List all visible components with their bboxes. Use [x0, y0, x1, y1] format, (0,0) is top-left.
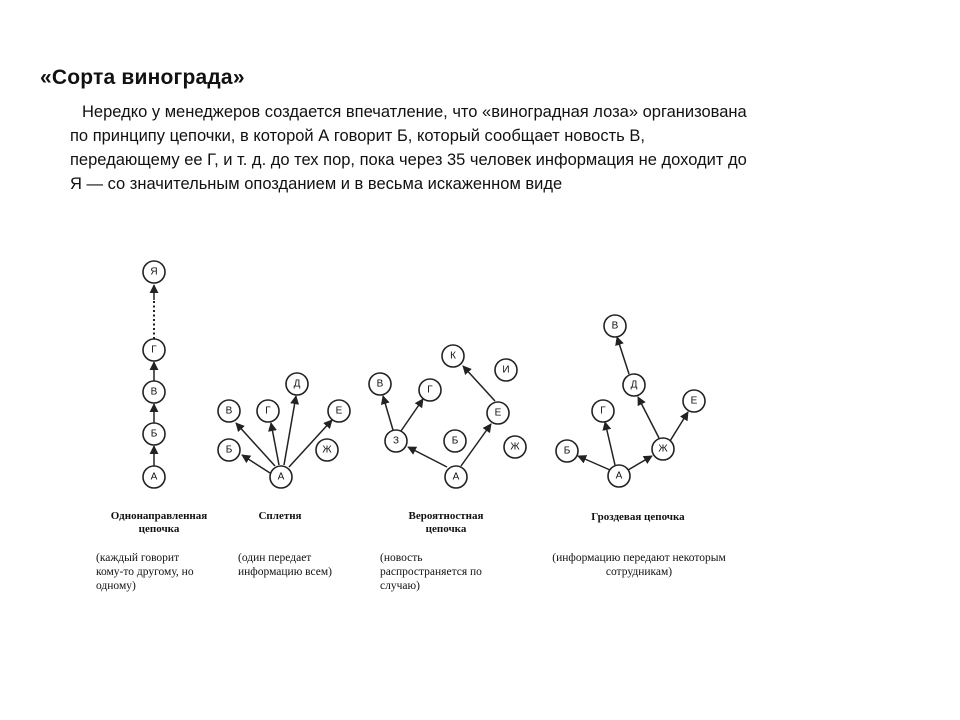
- prob-edge-z-g: [401, 399, 423, 431]
- probability-desc-line-2: распространяется по: [380, 566, 482, 578]
- cluster-node-g: [592, 400, 614, 422]
- chain-node-a: [143, 466, 165, 488]
- chain-diagram: [143, 261, 165, 488]
- chain-description: [96, 551, 194, 593]
- chain-node-b: [143, 423, 165, 445]
- cluster-desc-line-1: (информацию передают некоторым: [552, 552, 726, 564]
- prob-node-g: [419, 379, 441, 401]
- probability-desc-line-1: (новость: [380, 552, 423, 564]
- cluster-node-a: [608, 465, 630, 487]
- chain-caption-line-1: Однонаправленная: [110, 510, 208, 522]
- svg-text:Ж: Ж: [510, 441, 520, 453]
- cluster-edge-zh-d: [638, 397, 659, 438]
- cluster-diagram: [556, 315, 705, 487]
- cluster-node-e: [683, 390, 705, 412]
- gossip-node-a: [270, 466, 292, 488]
- cluster-desc-line-2: сотрудникам): [605, 566, 673, 578]
- svg-text:А: А: [452, 471, 460, 483]
- probability-desc-line-3: случаю): [380, 580, 420, 592]
- svg-text:Б: Б: [150, 428, 158, 440]
- gossip-edge-a-v: [236, 423, 275, 466]
- prob-edge-z-v: [383, 396, 393, 430]
- cluster-description: [534, 551, 744, 579]
- svg-text:К: К: [450, 350, 456, 362]
- prob-node-zh: [504, 436, 526, 458]
- gossip-desc-line-2: информацию всем): [238, 566, 332, 578]
- svg-text:Ж: Ж: [322, 444, 332, 456]
- prob-node-v: [369, 373, 391, 395]
- cluster-caption-line-1: Гроздевая цепочка: [591, 511, 685, 523]
- svg-text:Д: Д: [630, 379, 638, 391]
- cluster-edge-a-g: [605, 422, 615, 465]
- gossip-caption-line-1: Сплетня: [258, 510, 302, 522]
- gossip-node-v: [218, 400, 240, 422]
- cluster-node-b: [556, 440, 578, 462]
- cluster-node-d: [623, 374, 645, 396]
- svg-text:Г: Г: [265, 405, 271, 417]
- probability-diagram: [369, 345, 526, 488]
- probability-description: [380, 551, 482, 593]
- probability-caption-line-1: Вероятностная: [408, 510, 484, 522]
- cluster-edge-zh-e: [670, 412, 688, 441]
- chain-node-g: [143, 339, 165, 361]
- chain-node-v: [143, 381, 165, 403]
- chain-desc-line-3: одному): [96, 580, 136, 592]
- svg-text:Е: Е: [690, 395, 698, 407]
- cluster-node-v: [604, 315, 626, 337]
- svg-text:Е: Е: [335, 405, 343, 417]
- gossip-node-e: [328, 400, 350, 422]
- prob-node-b: [444, 430, 466, 452]
- chain-caption: [95, 510, 223, 536]
- gossip-caption: [240, 510, 320, 523]
- paragraph-line-2: по принципу цепочки, в которой А говорит Б, который сообщает новость В,: [70, 127, 645, 145]
- svg-text:Г: Г: [427, 384, 433, 396]
- prob-node-i: [495, 359, 517, 381]
- chain-desc-line-1: (каждый говорит: [96, 552, 180, 564]
- probability-caption: [390, 510, 502, 536]
- prob-node-a: [445, 466, 467, 488]
- chain-node-ya: [143, 261, 165, 283]
- svg-text:Б: Б: [563, 445, 571, 457]
- svg-text:Е: Е: [494, 407, 502, 419]
- cluster-caption: [572, 511, 704, 524]
- paragraph-line-3: передающему ее Г, и т. д. до тех пор, пока через 35 человек информация не доходит до: [70, 151, 747, 169]
- cluster-node-zh: [652, 438, 674, 460]
- gossip-description: [238, 551, 332, 579]
- svg-text:И: И: [502, 364, 510, 376]
- gossip-node-d: [286, 373, 308, 395]
- cluster-edge-d-v: [617, 337, 629, 374]
- gossip-edge-a-b: [242, 455, 270, 473]
- prob-node-z: [385, 430, 407, 452]
- gossip-node-g: [257, 400, 279, 422]
- svg-text:Б: Б: [451, 435, 459, 447]
- svg-text:Г: Г: [151, 344, 157, 356]
- gossip-edge-a-g: [271, 423, 279, 465]
- gossip-desc-line-1: (один передает: [238, 552, 312, 564]
- svg-text:В: В: [150, 386, 158, 398]
- chain-desc-line-2: кому-то другому, но: [96, 566, 194, 578]
- svg-text:Б: Б: [225, 444, 233, 456]
- gossip-node-b: [218, 439, 240, 461]
- svg-text:А: А: [150, 471, 158, 483]
- svg-text:Д: Д: [293, 378, 301, 390]
- svg-text:Ж: Ж: [658, 443, 668, 455]
- prob-node-e: [487, 402, 509, 424]
- gossip-node-zh: [316, 439, 338, 461]
- prob-node-k: [442, 345, 464, 367]
- paragraph-line-1: Нередко у менеджеров создается впечатление, что «виноградная лоза» организована: [82, 103, 747, 121]
- cluster-edge-a-zh: [628, 456, 652, 470]
- probability-caption-line-2: цепочка: [425, 523, 467, 535]
- chain-caption-line-2: цепочка: [138, 523, 180, 535]
- svg-text:А: А: [277, 471, 285, 483]
- svg-text:Я: Я: [150, 266, 158, 278]
- prob-edge-a-z: [408, 447, 447, 467]
- svg-text:З: З: [392, 435, 400, 447]
- prob-edge-e-k: [463, 366, 495, 401]
- svg-text:А: А: [615, 470, 623, 482]
- paragraph-line-4: Я — со значительным опозданием и в весьма искаженном виде: [70, 175, 563, 193]
- cluster-edge-a-b: [578, 456, 610, 470]
- svg-text:В: В: [225, 405, 233, 417]
- svg-text:Г: Г: [600, 405, 606, 417]
- gossip-diagram: [218, 373, 350, 488]
- gossip-edge-a-d: [284, 396, 296, 465]
- svg-text:В: В: [376, 378, 384, 390]
- slide-title: «Сорта винограда»: [40, 66, 245, 89]
- svg-text:В: В: [611, 320, 619, 332]
